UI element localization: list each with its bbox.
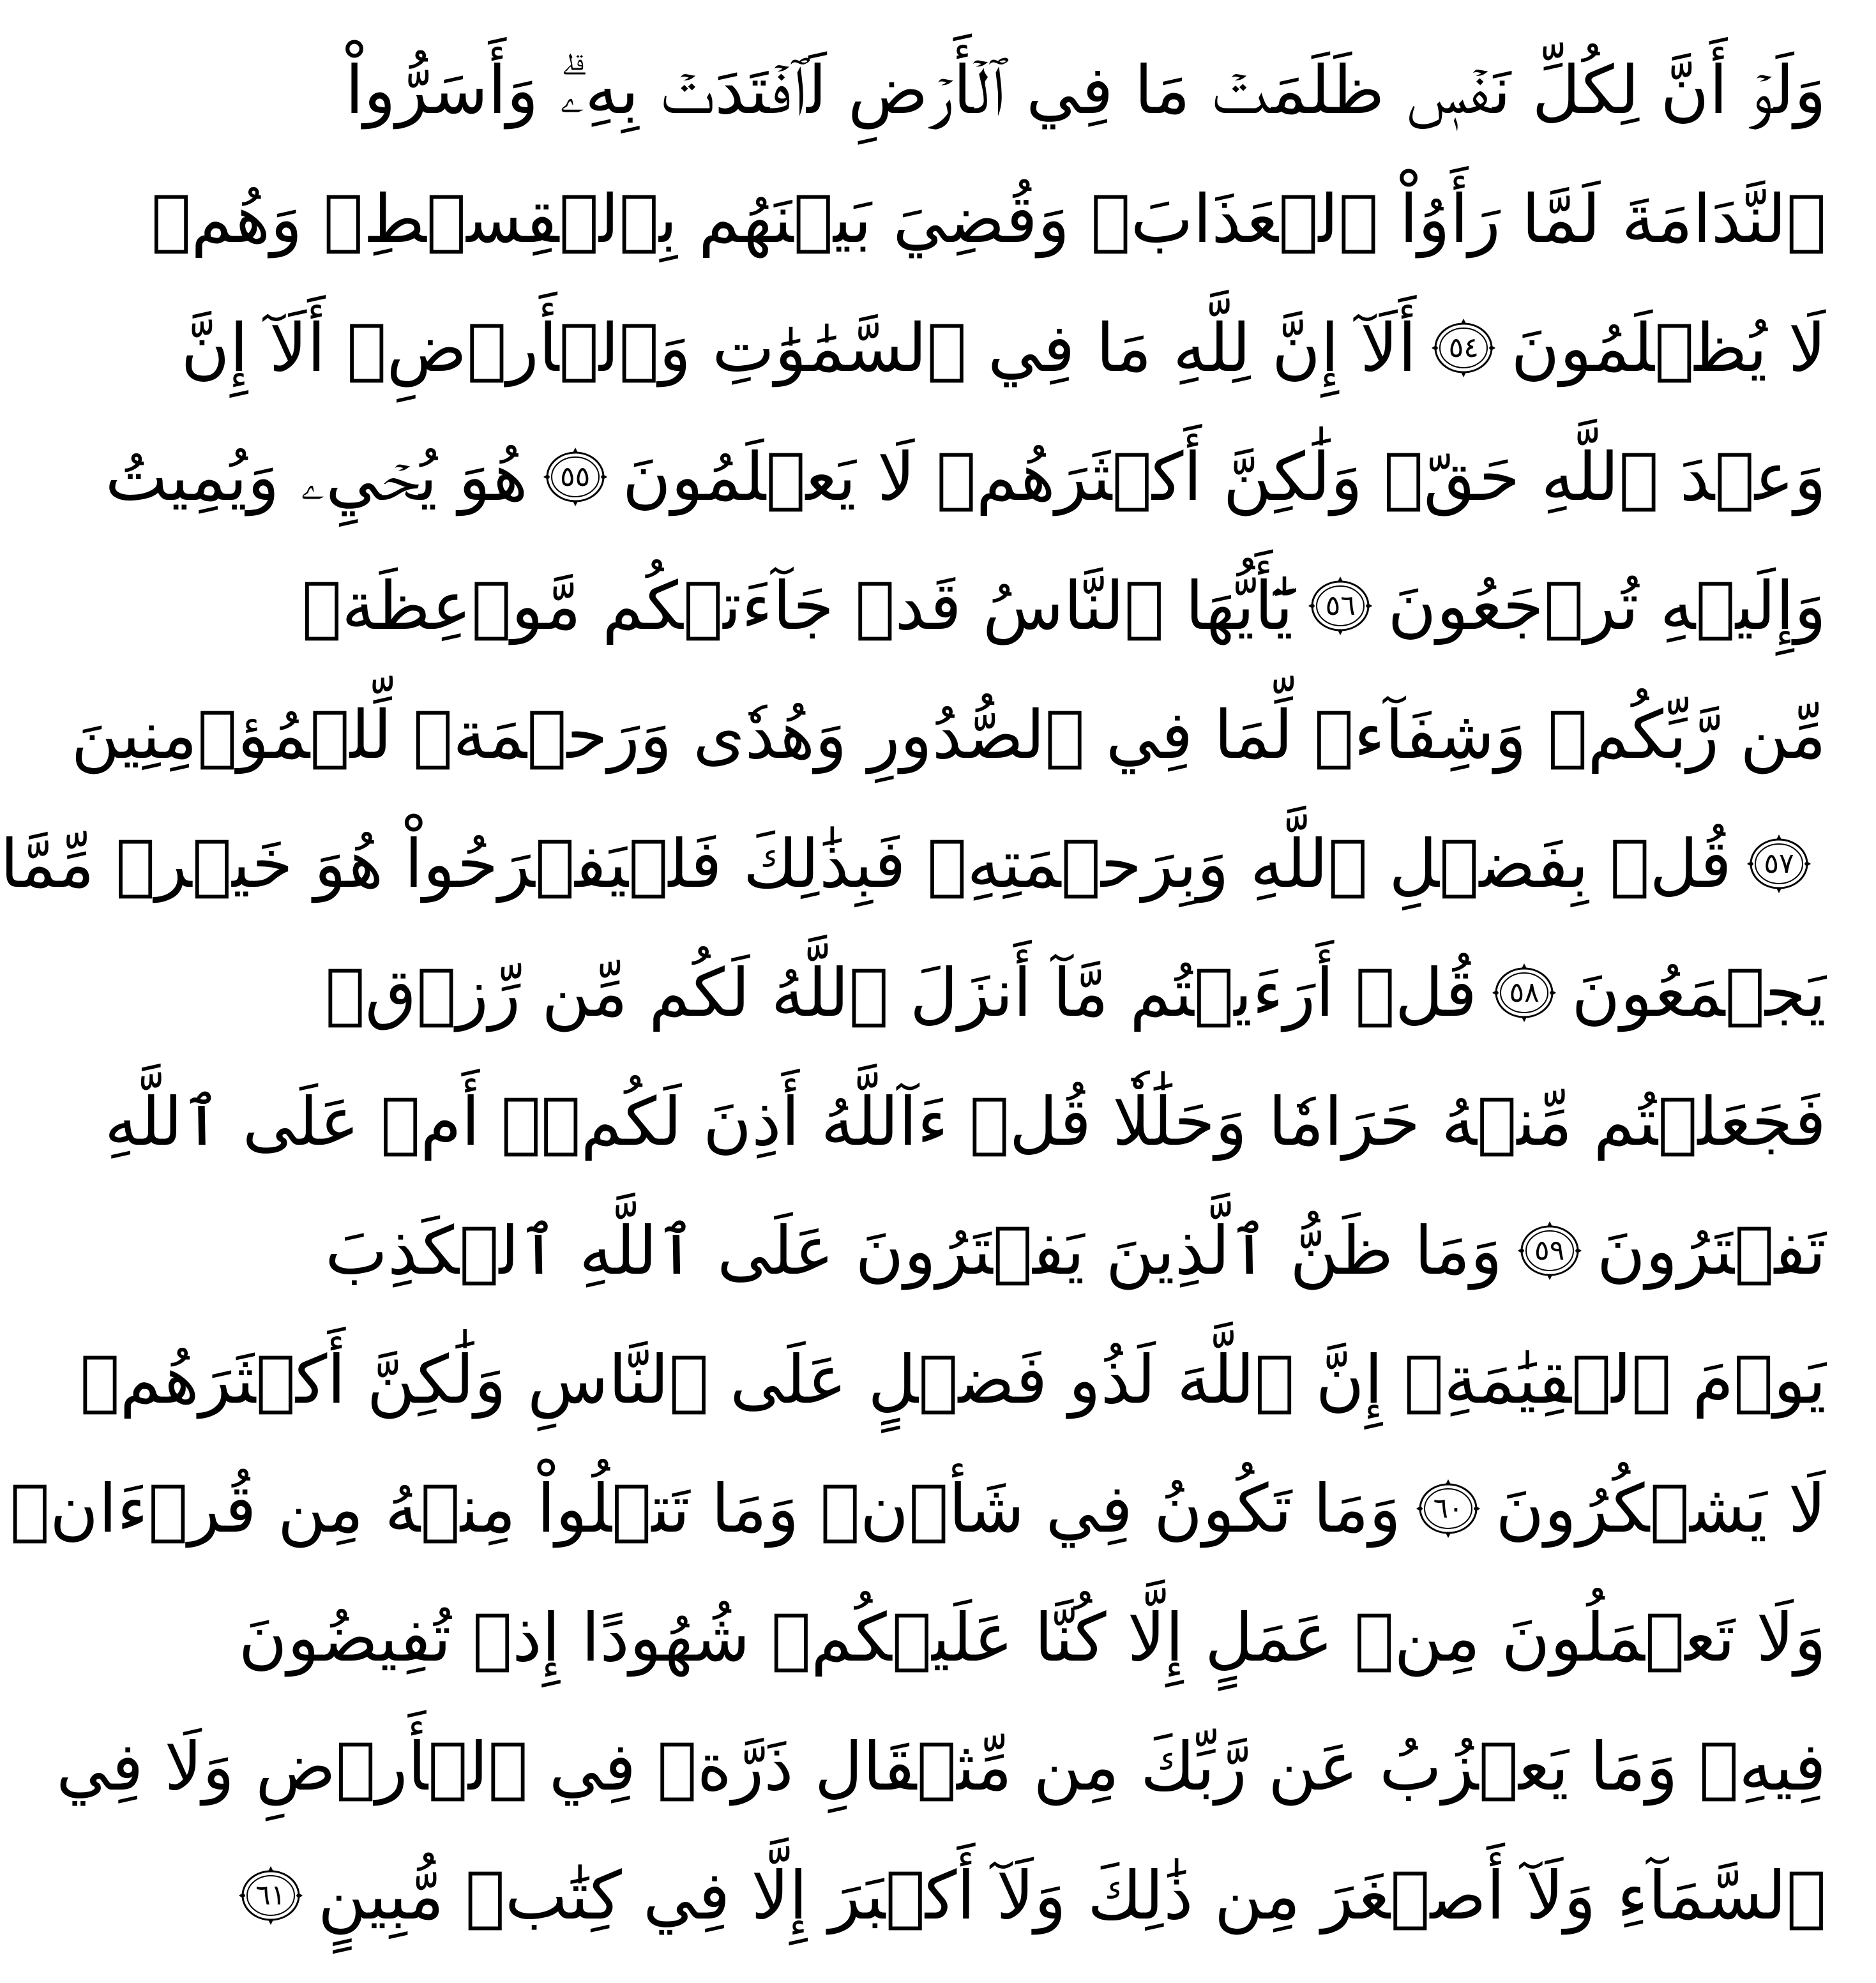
verse-text: يَجۡمَعُونَ	[1571, 954, 1826, 1032]
text-line-4	[105, 412, 1826, 541]
verse-text: مِّن رَّبِّكُمۡ وَشِفَآءٞ لِّمَا فِي ٱلصُّدُورِ وَهُدٗى وَرَحۡمَةٞ لِّلۡمُؤۡمِنِينَ	[71, 696, 1826, 774]
verse-text: قُلۡ بِفَضۡلِ ٱللَّهِ وَبِرَحۡمَتِهِۦ فَبِذَٰلِكَ فَلۡيَفۡرَحُواْ هُوَ خَيۡرٞ مِّمَّا	[0, 825, 1732, 903]
text-line-10	[325, 1186, 1826, 1315]
verse-text: تَفۡتَرُونَ	[1596, 1212, 1826, 1290]
ayah-number-marker	[540, 445, 611, 509]
ayah-number: ٦٠	[1433, 1492, 1464, 1525]
verse-text: لَا يُظۡلَمُونَ	[1511, 309, 1826, 387]
text-line-8	[325, 928, 1826, 1057]
verse-text: وَعۡدَ ٱللَّهِ حَقّٞ وَلَٰكِنَّ أَكۡثَرَهُمۡ لَا يَعۡلَمُونَ	[622, 438, 1826, 516]
ayah-number: ٥٦	[1325, 589, 1356, 622]
ayah-number: ٥٨	[1509, 976, 1539, 1009]
ayah-number-marker	[1514, 1219, 1585, 1283]
verse-text: وَمَا ظَنُّ ٱلَّذِينَ يَفۡتَرُونَ عَلَى ٱللَّهِ ٱلۡكَذِبَ	[325, 1212, 1502, 1290]
text-line-5	[301, 541, 1826, 670]
ayah-number-marker	[1743, 832, 1815, 896]
verse-text: وَمَا تَكُونُ فِي شَأۡنٖ وَمَا تَتۡلُواْ مِنۡهُ مِن قُرۡءَانٖ	[10, 1470, 1402, 1548]
ayah-number-marker	[235, 1864, 306, 1927]
text-line-13	[238, 1573, 1826, 1702]
text-line-9	[104, 1057, 1826, 1186]
ayah-number-marker	[1428, 316, 1499, 380]
text-line-7	[0, 799, 1826, 928]
text-line-1	[345, 26, 1826, 155]
verse-text: لَا يَشۡكُرُونَ	[1495, 1470, 1826, 1548]
text-line-11	[80, 1315, 1826, 1444]
verse-text: فِيهِۚ وَمَا يَعۡزُبُ عَن رَّبِّكَ مِن مِّثۡقَالِ ذَرَّةٖ فِي ٱلۡأَرۡضِ وَلَا فِي	[56, 1728, 1826, 1806]
text-line-2	[151, 155, 1826, 283]
ayah-number: ٥٧	[1764, 847, 1794, 880]
verse-text: يَوۡمَ ٱلۡقِيَٰمَةِۗ إِنَّ ٱللَّهَ لَذُو فَضۡلٍ عَلَى ٱلنَّاسِ وَلَٰكِنَّ أَكۡثَرَهُمۡ	[80, 1341, 1826, 1419]
ayah-number: ٥٩	[1534, 1234, 1565, 1267]
verse-text: أَلَآ إِنَّ لِلَّهِ مَا فِي ٱلسَّمَٰوَٰتِ وَٱلۡأَرۡضِۗ أَلَآ إِنَّ	[181, 309, 1417, 387]
text-line-6	[71, 670, 1826, 799]
text-line-14	[56, 1702, 1826, 1831]
ayah-number-marker	[1488, 961, 1560, 1025]
ayah-number-marker	[1305, 574, 1376, 638]
verse-text: ٱلسَّمَآءِ وَلَآ أَصۡغَرَ مِن ذَٰلِكَ وَلَآ أَكۡبَرَ إِلَّا فِي كِتَٰبٖ مُّبِينٍ	[317, 1857, 1826, 1934]
text-line-3	[181, 283, 1826, 412]
verse-text: فَجَعَلۡتُم مِّنۡهُ حَرَامٗا وَحَلَٰلٗا قُلۡ ءَآللَّهُ أَذِنَ لَكُمۡۖ أَمۡ عَلَى ٱللَّهِ	[104, 1083, 1826, 1161]
text-line-15	[255, 1831, 1826, 1960]
verse-text: وَلَوۡ أَنَّ لِكُلِّ نَفۡسٖ ظَلَمَتۡ مَا فِي ٱلۡأَرۡضِ لَٱفۡتَدَتۡ بِهِۦۗ وَأَسَرُّواْ	[345, 51, 1826, 129]
ayah-number-marker	[1412, 1477, 1484, 1541]
verse-text: وَإِلَيۡهِ تُرۡجَعُونَ	[1388, 567, 1826, 645]
quran-page	[0, 26, 1826, 1960]
verse-text: ٱلنَّدَامَةَ لَمَّا رَأَوُاْ ٱلۡعَذَابَۖ وَقُضِيَ بَيۡنَهُم بِٱلۡقِسۡطِۚ وَهُمۡ	[151, 180, 1826, 258]
text-line-12	[10, 1444, 1826, 1573]
verse-text: هُوَ يُحۡيِۦ وَيُمِيتُ	[105, 438, 528, 516]
ayah-number: ٥٥	[559, 460, 591, 493]
ayah-number: ٦١	[255, 1879, 286, 1911]
verse-text: وَلَا تَعۡمَلُونَ مِنۡ عَمَلٍ إِلَّا كُنَّا عَلَيۡكُمۡ شُهُودًا إِذۡ تُفِيضُونَ	[238, 1599, 1826, 1677]
verse-text: يَٰٓأَيُّهَا ٱلنَّاسُ قَدۡ جَآءَتۡكُم مَّوۡعِظَةٞ	[301, 567, 1294, 645]
ayah-number: ٥٤	[1448, 331, 1479, 364]
verse-text: قُلۡ أَرَءَيۡتُم مَّآ أَنزَلَ ٱللَّهُ لَكُم مِّن رِّزۡقٖ	[325, 954, 1478, 1032]
